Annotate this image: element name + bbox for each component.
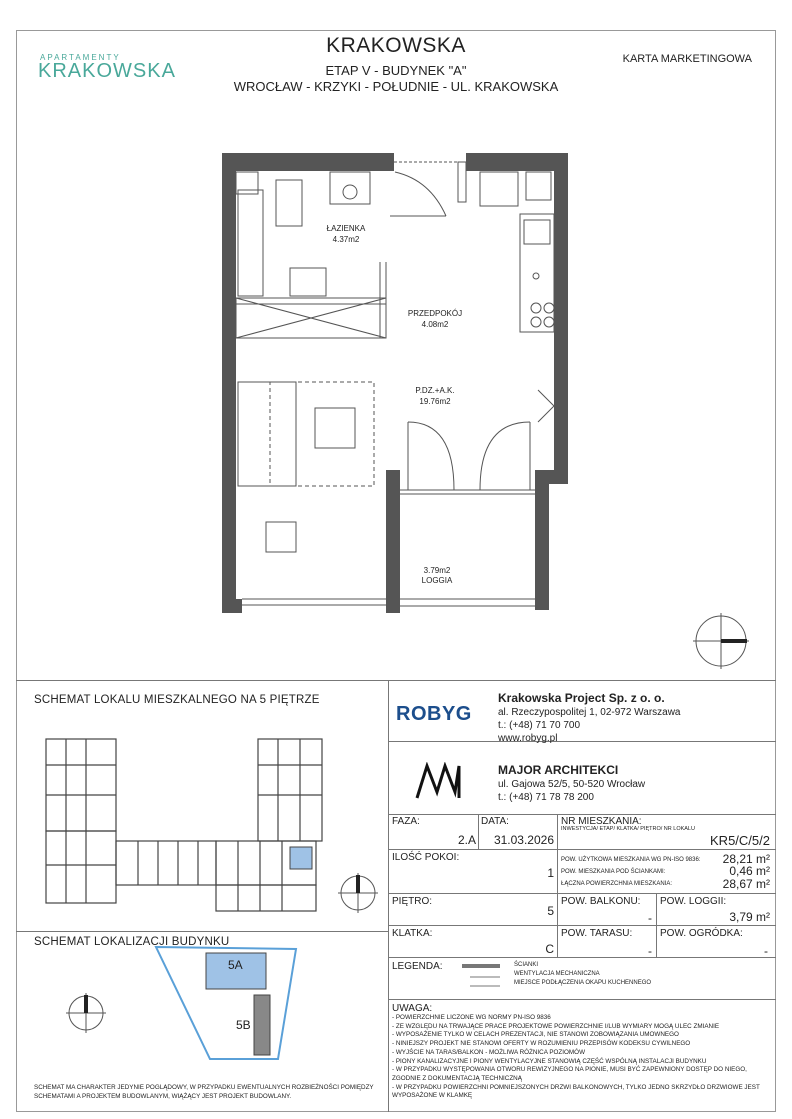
loggia-value: 3,79 m² xyxy=(729,910,770,924)
terrace-value: - xyxy=(648,944,652,958)
room-hall-name: PRZEDPOKÓJ xyxy=(407,309,463,318)
room-bathroom-name: ŁAZIENKA xyxy=(326,224,366,233)
logo-apartamenty-text: APARTAMENTY xyxy=(40,53,121,62)
building-scheme-title: SCHEMAT LOKALIZACJI BUDYNKU xyxy=(34,936,230,948)
nr-value: KR5/C/5/2 xyxy=(710,833,770,848)
garden-value: - xyxy=(764,944,768,958)
divider xyxy=(478,814,479,849)
page-subtitle: ETAP V - BUDYNEK "A" xyxy=(325,63,467,78)
note-item: - ZE WZGLĘDU NA TRWAJĄCE PRACE PROJEKTOWE POWIERZCHNIE I/LUB WYMIARY MOGĄ ULEC ZMIANIE xyxy=(392,1022,720,1030)
area-use-value: 28,21 m² xyxy=(722,852,770,866)
divider xyxy=(388,999,776,1000)
divider xyxy=(388,680,389,1112)
note-item: - WYPOSAŻENIE TYLKO W CELACH PREZENTACJI, NIE STANOWI ZOBOWIĄZANIA UMOWNEGO xyxy=(392,1031,679,1039)
compass-icon xyxy=(66,993,106,1033)
legend-item: ŚCIANKI xyxy=(514,962,539,968)
page-location: WROCŁAW - KRZYKI - POŁUDNIE - UL. KRAKOWSKA xyxy=(233,79,559,94)
page-title: KRAKOWSKA xyxy=(326,34,466,57)
legend-label: LEGENDA: xyxy=(392,961,443,972)
nr-sublabel: INWESTYCJA/ ETAP/ KLATKA/ PIĘTRO/ NR LOKALU xyxy=(561,826,695,832)
divider xyxy=(656,893,657,957)
area-total-label: ŁĄCZNA POWIERZCHNIA MIESZKANIA: xyxy=(561,881,673,887)
developer-phone: t.: (+48) 71 70 700 xyxy=(498,720,581,731)
logo-krakowska: KRAKOWSKA xyxy=(38,60,176,82)
disclaimer-text: SCHEMAT MA CHARAKTER JEDYNIE POGLĄDOWY, W PRZYPADKU EWENTUALNYCH ROZBIEŻNOŚCI POMIĘDZY SCHEMATAMI A PROJEKTEM BUDOWLANYM, WIĄŻĄCY JEST PROJEKT BUDOWLANY. xyxy=(34,1084,374,1100)
data-label: DATA: xyxy=(481,816,509,827)
divider xyxy=(388,849,776,850)
room-bathroom-area: 4.37m2 xyxy=(332,235,360,244)
developer-address: al. Rzeczypospolitej 1, 02-972 Warszawa xyxy=(498,707,681,718)
garden-label: POW. OGRÓDKA: xyxy=(660,928,743,939)
area-slope-label: POW. MIESZKANIA POD ŚCIANKAMI: xyxy=(561,869,666,875)
divider xyxy=(16,680,776,681)
room-hall-area: 4.08m2 xyxy=(421,320,449,329)
note-item: - W PRZYPADKU POWIERZCHNI POMNIEJSZONYCH DRZWI BALKONOWYCH, TYLKO JEDNO SKRZYDŁO DRZWIOWE JEST WYPOSAŻONE W KLAMKĘ xyxy=(392,1083,760,1100)
faza-label: FAZA: xyxy=(392,816,420,827)
architect-address: ul. Gajowa 52/5, 50-520 Wrocław xyxy=(498,779,646,790)
floor-label: PIĘTRO: xyxy=(392,896,433,907)
major-architekci-logo-icon xyxy=(415,762,465,802)
rooms-label: ILOŚĆ POKOI: xyxy=(392,852,460,863)
developer-name: Krakowska Project Sp. z o. o. xyxy=(498,691,665,705)
data-value: 31.03.2026 xyxy=(493,833,554,847)
divider xyxy=(557,814,558,957)
floor-plan xyxy=(210,150,580,620)
divider xyxy=(388,814,776,815)
balcony-value: - xyxy=(648,911,652,925)
legend-item: MIEJSCE PODŁĄCZENIA OKAPU KUCHENNEGO xyxy=(514,980,652,986)
divider xyxy=(388,925,776,926)
compass-icon xyxy=(338,873,378,913)
robyg-logo: ROBYG xyxy=(396,703,472,725)
rooms-value: 1 xyxy=(547,866,554,880)
area-slope-value: 0,46 m² xyxy=(729,864,770,878)
card-type: KARTA MARKETINGOWA xyxy=(622,53,752,65)
developer-web[interactable]: www.robyg.pl xyxy=(498,733,558,744)
compass-icon xyxy=(693,613,749,669)
note-item: - PIONY KANALIZACYJNE I PIONY WENTYLACYJNE STANOWIĄ CZĘŚĆ WSPÓLNĄ INSTALACJI BUDYNKU xyxy=(392,1057,707,1065)
legend-symbols-icon xyxy=(460,962,506,992)
room-living-area: 19.76m2 xyxy=(419,397,451,406)
note-item: - W PRZYPADKU WYSTĘPOWANIA OTWORU REWIZYJNEGO NA PIONIE, MUSI BYĆ ZAPEWNIONY DOSTĘP DO NIEGO, ZGODNIE Z DOKUMENTACJĄ TECHNICZNĄ xyxy=(392,1066,747,1082)
floor-scheme-drawing xyxy=(38,735,328,915)
area-use-label: POW. UŻYTKOWA MIESZKANIA WG PN-ISO 9836: xyxy=(561,857,701,863)
floor-scheme-title: SCHEMAT LOKALU MIESZKALNEGO NA 5 PIĘTRZE xyxy=(34,694,320,706)
floor-value: 5 xyxy=(547,904,554,918)
note-item: - WYJŚCIE NA TARAS/BALKON - MOŻLIWA RÓŻNICA POZIOMÓW xyxy=(392,1048,586,1056)
area-total-value: 28,67 m² xyxy=(722,877,770,891)
terrace-label: POW. TARASU: xyxy=(561,928,633,939)
building-5b-label: 5B xyxy=(236,1018,251,1032)
architect-phone: t.: (+48) 71 78 78 200 xyxy=(498,792,594,803)
note-item: - NINIEJSZY PROJEKT NIE STANOWI OFERTY W ROZUMIENIU PRZEPISÓW KODEKSU CYWILNEGO xyxy=(392,1040,691,1048)
room-loggia-area: 3.79m2 xyxy=(423,566,451,575)
stair-label: KLATKA: xyxy=(392,928,433,939)
balcony-label: POW. BALKONU: xyxy=(561,896,641,907)
note-item: - POWIERZCHNIE LICZONE WG NORMY PN-ISO 9836 xyxy=(392,1014,551,1021)
legend-item: WENTYLACJA MECHANICZNA xyxy=(514,971,600,977)
building-location-map xyxy=(150,945,300,1065)
notes-label: UWAGA: xyxy=(392,1003,433,1014)
divider xyxy=(388,893,776,894)
loggia-label: POW. LOGGII: xyxy=(660,896,727,907)
architect-name: MAJOR ARCHITEKCI xyxy=(498,763,619,777)
faza-value: 2.A xyxy=(457,833,476,847)
notes-list xyxy=(392,1014,772,1101)
divider xyxy=(16,931,388,932)
stair-value: C xyxy=(545,942,554,956)
divider xyxy=(388,741,776,742)
room-living-name: P.DZ.+A.K. xyxy=(415,386,455,395)
building-5a-label: 5A xyxy=(228,958,243,972)
nr-label: NR MIESZKANIA: xyxy=(561,816,642,827)
room-loggia-name: LOGGIA xyxy=(421,576,453,585)
